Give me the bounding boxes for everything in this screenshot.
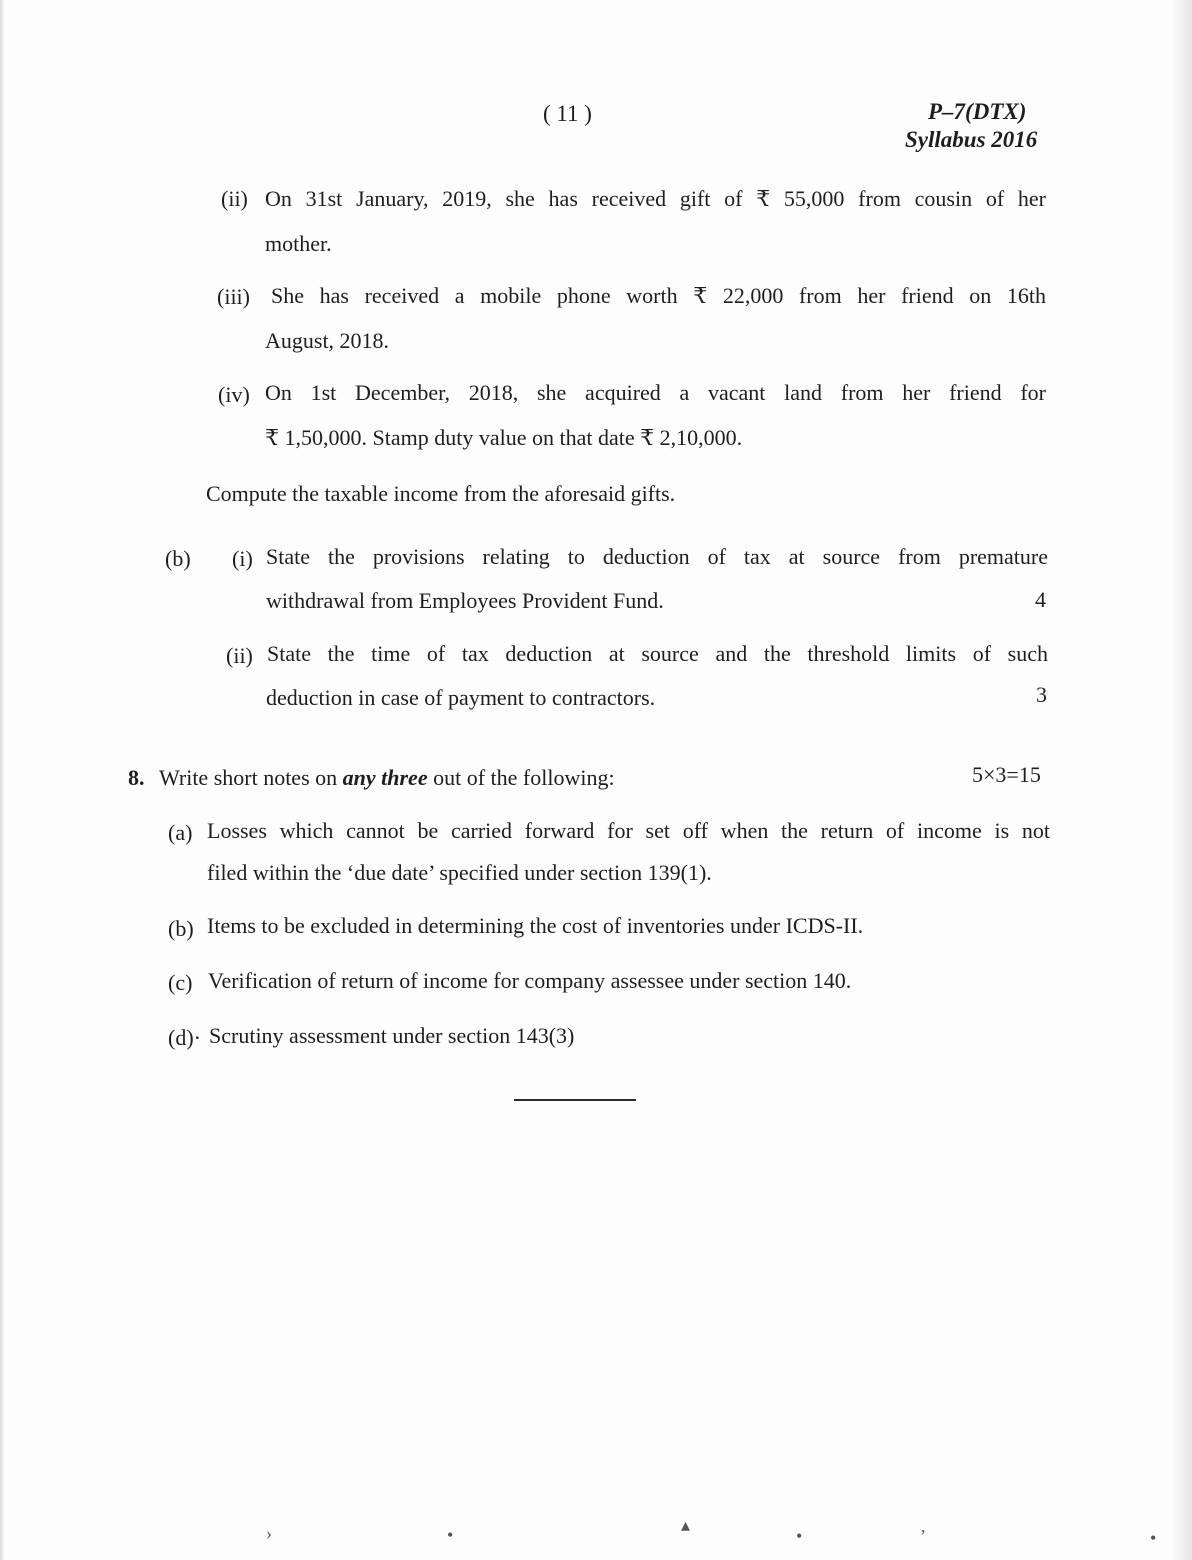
q8-a-label: (a)	[168, 820, 193, 845]
q8-intro	[159, 765, 615, 791]
q7a-iii-label: (iii)	[217, 284, 250, 309]
q7a-iv-line1: On 1st December, 2018, she acquired a vacant land from her friend for	[265, 380, 1046, 405]
q8-b-label: (b)	[168, 916, 194, 941]
q8-intro-before: Write short notes on	[159, 765, 343, 790]
scan-edge-right	[1174, 0, 1192, 1560]
scan-edge-left	[0, 0, 4, 1560]
q7b-i-line2: withdrawal from Employees Provident Fund.	[266, 588, 664, 613]
q7a-ii-line1: On 31st January, 2019, she has received gift of ₹ 55,000 from cousin of her	[265, 186, 1046, 211]
page-number: ( 11 )	[543, 101, 592, 126]
scan-speck-5: ʼ	[920, 1526, 926, 1546]
q7b-ii-marks: 3	[1036, 682, 1047, 707]
q7b-ii-label: (ii)	[226, 643, 253, 668]
q7a-iii-line1: She has received a mobile phone worth ₹ 22,000 from her friend on 16th	[271, 283, 1046, 308]
q7b-i-label: (i)	[232, 546, 253, 571]
q8-c-text: Verification of return of income for company assessee under section 140.	[208, 968, 852, 993]
scan-speck-1: ›	[266, 1523, 272, 1543]
q7a-ii-line2: mother.	[265, 231, 332, 256]
q8-d-text: Scrutiny assessment under section 143(3)	[209, 1023, 575, 1048]
q7b-i-marks: 4	[1035, 587, 1046, 612]
q7a-iv-line2: ₹ 1,50,000. Stamp duty value on that date ₹ 2,10,000.	[265, 425, 743, 450]
q8-c-label: (c)	[168, 970, 193, 995]
scan-speck-6: •	[1150, 1528, 1157, 1548]
q8-a-line1: Losses which cannot be carried forward for set off when the return of income is not	[207, 818, 1050, 843]
q8-b-text: Items to be excluded in determining the cost of inventories under ICDS-II.	[207, 913, 864, 938]
q7b-i-line1: State the provisions relating to deduction of tax at source from premature	[266, 544, 1048, 569]
q8-marks: 5×3=15	[972, 762, 1041, 787]
q7a-ii-label: (ii)	[221, 186, 248, 211]
paper-code: P–7(DTX)	[928, 99, 1027, 124]
q8-d-label: (d)·	[168, 1025, 201, 1050]
scan-speck-3: ▴	[681, 1515, 691, 1535]
q8-a-line2: filed within the ‘due date’ specified under section 139(1).	[207, 860, 712, 885]
q7b-ii-line1: State the time of tax deduction at source and the threshold limits of such	[267, 641, 1048, 666]
end-rule	[514, 1099, 636, 1101]
q7a-iii-line2: August, 2018.	[265, 328, 390, 353]
scan-speck-4: •	[796, 1526, 803, 1546]
q7a-compute-instruction: Compute the taxable income from the aforesaid gifts.	[206, 481, 676, 506]
q8-number: 8.	[128, 765, 145, 790]
q7b-ii-line2: deduction in case of payment to contractors.	[266, 685, 656, 710]
q7b-label: (b)	[165, 546, 191, 571]
syllabus-label: Syllabus 2016	[905, 127, 1038, 152]
q8-intro-after: out of the following:	[427, 765, 615, 790]
q7a-iv-label: (iv)	[218, 382, 250, 407]
q8-intro-emphasis: any three	[342, 765, 428, 790]
scan-speck-2: •	[447, 1525, 454, 1545]
